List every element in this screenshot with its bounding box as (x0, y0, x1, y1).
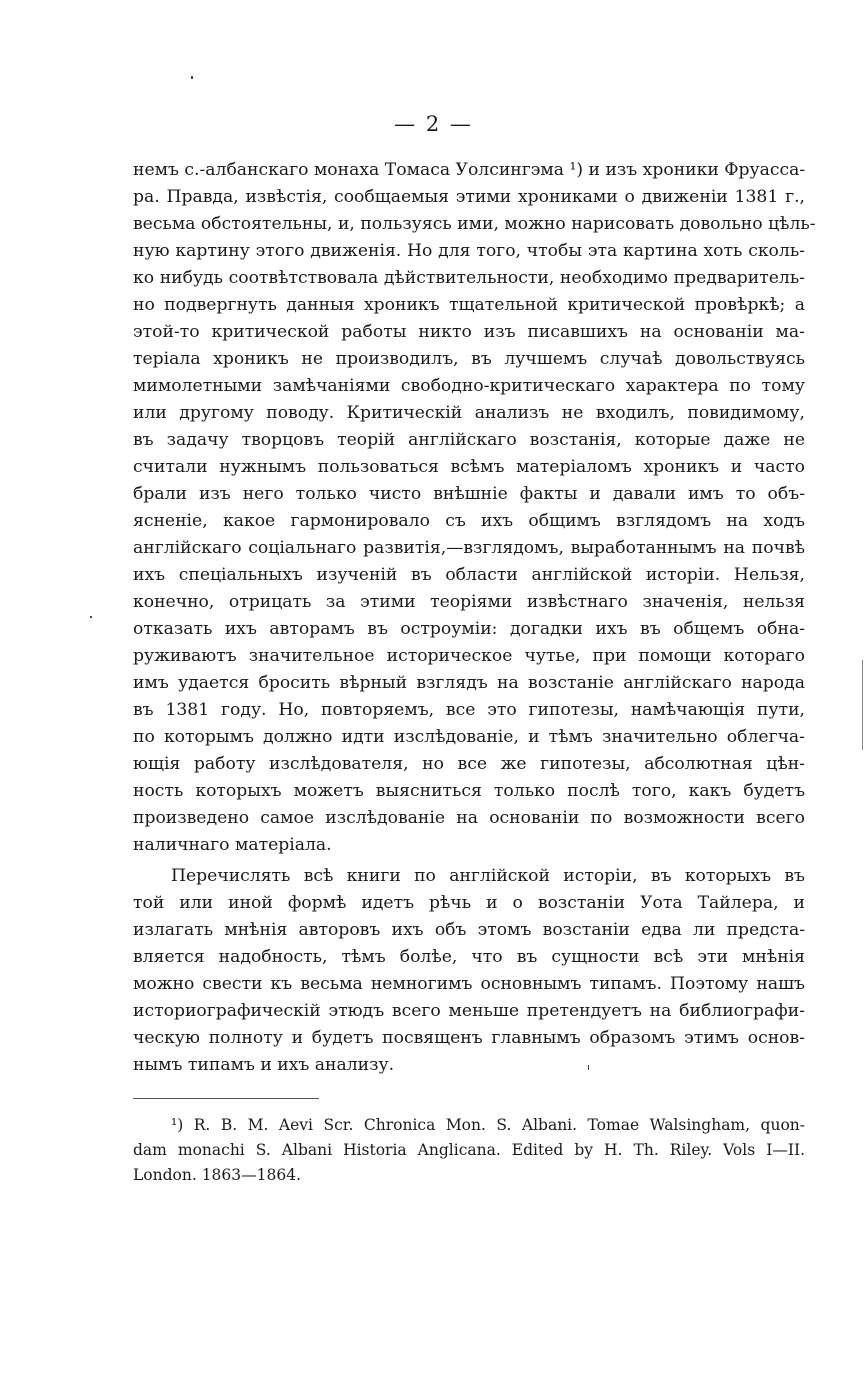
text-line: ческую полноту и будетъ посвященъ главнымъ образомъ этимъ основ- (133, 1028, 805, 1048)
text-line: той или иной формѣ идетъ рѣчь и о возстаніи Уота Тайлера, и (133, 893, 805, 913)
body-text (133, 157, 816, 1079)
text-line: Перечислять всѣ книги по англійской исторіи, въ которыхъ въ (171, 866, 805, 886)
text-line: этой-то критической работы никто изъ писавшихъ на основаніи ма- (133, 322, 805, 342)
page-number: — 2 — (394, 112, 473, 136)
text-line: въ задачу творцовъ теорій англійскаго возстанія, которые даже не (133, 430, 805, 450)
text-line: теріала хроникъ не производилъ, въ лучшемъ случаѣ довольствуясь (133, 349, 805, 369)
text-line: руживаютъ значительное историческое чутье, при помощи котораго (133, 646, 805, 666)
footnote-line: dam monachi S. Albani Historia Anglicana. Edited by H. Th. Riley. Vols I—II. (133, 1141, 805, 1159)
text-line: ясненіе, какое гармонировало съ ихъ общимъ взглядомъ на ходъ (133, 511, 805, 531)
text-line: весьма обстоятельны, и, пользуясь ими, можно нарисовать довольно цѣль- (133, 214, 816, 234)
text-line: отказать ихъ авторамъ въ остроуміи: догадки ихъ въ общемъ обна- (133, 619, 805, 639)
text-line: ко нибудь соотвѣтствовала дѣйствительности, необходимо предваритель- (133, 268, 805, 288)
text-line: англійскаго соціальнаго развитія,—взглядомъ, выработаннымъ на почвѣ (133, 538, 805, 558)
text-line: ность которыхъ можетъ выясниться только послѣ того, какъ будетъ (133, 781, 805, 801)
text-line: или другому поводу. Критическій анализъ не входилъ, повидимому, (133, 403, 805, 423)
text-line: брали изъ него только чисто внѣшніе факты и давали имъ то объ- (133, 484, 805, 504)
text-line: историографическій этюдъ всего меньше претендуетъ на библиографи- (133, 1001, 805, 1021)
text-line: вляется надобность, тѣмъ болѣе, что въ сущности всѣ эти мнѣнія (133, 947, 805, 967)
text-line: имъ удается бросить вѣрный взглядъ на возстаніе англійскаго народа (133, 673, 805, 693)
text-line: излагать мнѣнія авторовъ ихъ объ этомъ возстаніи едва ли предста- (133, 920, 805, 940)
footnote-divider (133, 1098, 319, 1099)
text-line: мимолетными замѣчаніями свободно-критическаго характера по тому (133, 376, 805, 396)
text-line: конечно, отрицать за этими теоріями извѣстнаго значенія, нельзя (133, 592, 805, 612)
text-line: ную картину этого движенія. Но для того, чтобы эта картина хоть сколь- (133, 241, 805, 261)
paragraph-1 (133, 157, 816, 859)
text-line: по которымъ должно идти изслѣдованіе, и тѣмъ значительно облегча- (133, 727, 805, 747)
footnotes (133, 1113, 805, 1188)
text-line: наличнаго матеріала. (133, 835, 332, 855)
text-line: немъ с.-албанскаго монаха Томаса Уолсингэма ¹) и изъ хроники Фруасса- (133, 160, 806, 180)
text-line: ра. Правда, извѣстія, сообщаемыя этими хрониками о движеніи 1381 г., (133, 187, 805, 207)
text-line: ихъ спеціальныхъ изученій въ области англійской исторіи. Нельзя, (133, 565, 805, 585)
text-line: но подвергнуть данныя хроникъ тщательной критической провѣркѣ; а (133, 295, 805, 315)
paragraph-2 (133, 863, 805, 1079)
text-line: нымъ типамъ и ихъ анализу. (133, 1055, 395, 1075)
text-line: въ 1381 году. Но, повторяемъ, все это гипотезы, намѣчающія пути, (133, 700, 805, 720)
scan-edge-line (862, 660, 863, 750)
scan-speck (588, 1065, 589, 1070)
footnote-line: London. 1863—1864. (133, 1166, 302, 1184)
text-line: можно свести къ весьма немногимъ основнымъ типамъ. Поэтому нашъ (133, 974, 805, 994)
text-line: ющія работу изслѣдователя, но все же гипотезы, абсолютная цѣн- (133, 754, 805, 774)
scan-speck (191, 76, 193, 79)
scan-speck (90, 616, 92, 618)
text-line: произведено самое изслѣдованіе на основаніи по возможности всего (133, 808, 805, 828)
text-line: считали нужнымъ пользоваться всѣмъ матеріаломъ хроникъ и часто (133, 457, 805, 477)
footnote-line: ¹) R. B. M. Aevi Scr. Chronica Mon. S. Albani. Tomae Walsingham, quon- (171, 1116, 805, 1134)
